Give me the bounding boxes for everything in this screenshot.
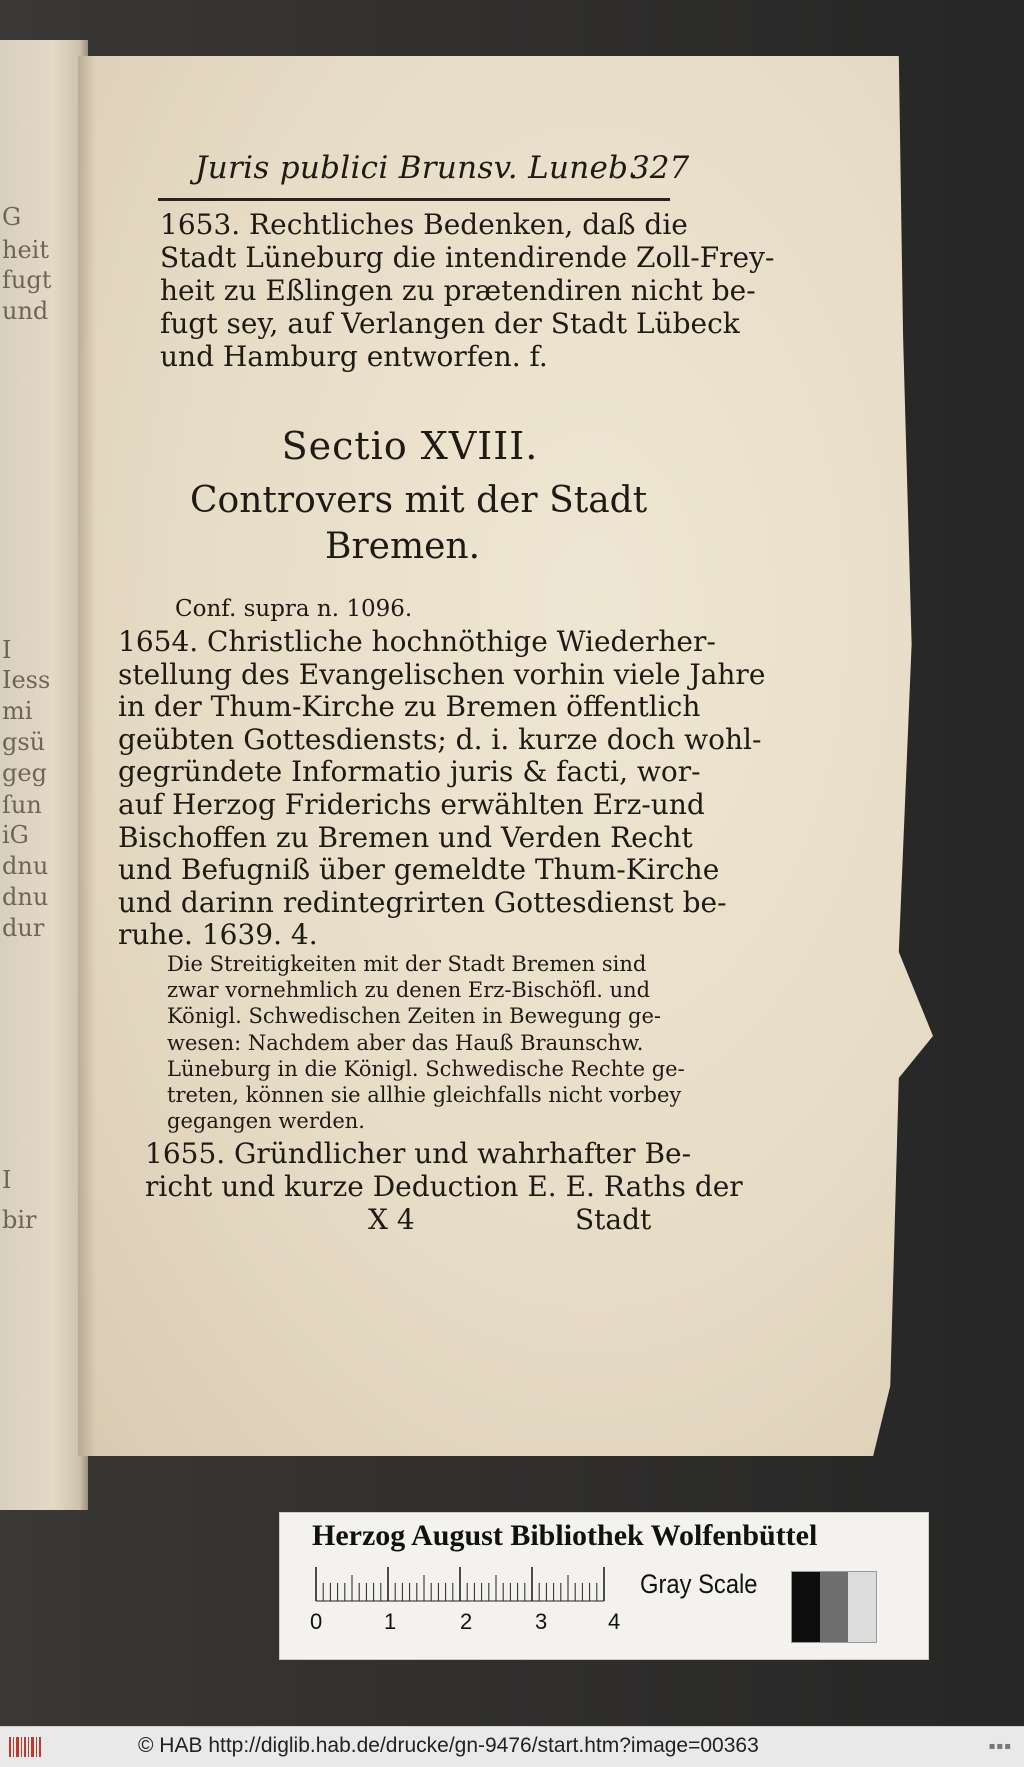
facing-page-fragment: iG <box>2 821 29 849</box>
entry-1655 <box>145 1137 743 1203</box>
facing-page-fragment: geg <box>2 759 47 787</box>
text-line: Die Streitigkeiten mit der Stadt Bremen sind <box>167 952 647 976</box>
facing-page-fragment: dnu <box>2 852 49 880</box>
text-line: gegangen werden. <box>167 1109 365 1134</box>
facing-page-fragment: bir <box>2 1206 37 1234</box>
section-title: Bremen. <box>325 526 481 567</box>
facing-page-fragment: fugt <box>2 266 52 294</box>
cross-reference: Conf. supra n. 1096. <box>175 596 413 622</box>
ruler-number: 2 <box>460 1609 473 1634</box>
calibration-card <box>279 1512 929 1660</box>
gray-swatch-light <box>848 1572 876 1642</box>
ruler-number: 0 <box>310 1609 323 1634</box>
hab-barcode-logo-icon <box>8 1734 44 1760</box>
text-line: und Befugniß über gemeldte Thum-Kirche <box>118 853 720 887</box>
gray-swatch-black <box>792 1572 820 1642</box>
facing-page-fragment: Iess <box>2 666 51 694</box>
head-rule <box>158 198 670 201</box>
text-line: ruhe. 1639. 4. <box>118 918 318 952</box>
ruler-number: 3 <box>535 1609 548 1634</box>
text-line: Lüneburg in die Königl. Schwedische Rechte ge- <box>167 1056 685 1081</box>
library-name: Herzog August Bibliothek Wolfenbüttel <box>312 1519 818 1552</box>
text-line: und Hamburg entworfen. f. <box>160 340 548 373</box>
text-line: treten, können sie allhie gleichfalls nicht vorbey <box>167 1083 682 1108</box>
text-line: Stadt Lüneburg die intendirende Zoll-Frey- <box>160 241 775 274</box>
text-line: zwar vornehmlich zu denen Erz-Bischöfl. und <box>167 978 651 1003</box>
signature-mark: X 4 <box>368 1203 415 1236</box>
text-line: Bischoffen zu Bremen und Verden Recht <box>118 820 693 854</box>
text-line: auf Herzog Friderichs erwählten Erz-und <box>118 787 705 821</box>
facing-page-edge <box>0 40 88 1510</box>
entry-1654 <box>118 626 765 952</box>
grayscale-patch <box>791 1571 877 1643</box>
facing-page-fragment: mi <box>2 697 33 725</box>
catchword: Stadt <box>575 1203 652 1236</box>
text-line: gegründete Informatio juris & facti, wor- <box>118 755 701 789</box>
page-number: 327 <box>630 150 690 186</box>
entry-1653 <box>160 208 774 373</box>
text-line: richt und kurze Deduction E. E. Raths der <box>145 1170 743 1203</box>
text-line: in der Thum-Kirche zu Bremen öffentlich <box>118 690 701 724</box>
facing-page-fragment: und <box>2 297 49 325</box>
text-line: 1653. Rechtliches Bedenken, daß die <box>160 208 688 241</box>
gray-swatch-mid <box>820 1572 848 1642</box>
text-line: fugt sey, auf Verlangen der Stadt Lübeck <box>160 307 740 340</box>
copyright-url: © HAB http://diglib.hab.de/drucke/gn-9476/start.htm?image=00363 <box>138 1734 759 1757</box>
ruler-number: 4 <box>608 1609 621 1634</box>
ruler-number: 1 <box>384 1609 397 1634</box>
facing-page-fragment: dur <box>2 914 45 942</box>
status-bar <box>0 1726 1024 1767</box>
section-title: Controvers mit der Stadt <box>190 480 648 521</box>
section-heading: Sectio XVIII. <box>281 424 539 468</box>
text-line: stellung des Evangelischen vorhin viele Jahre <box>118 657 766 691</box>
facing-page-fragment: ſun <box>2 791 42 819</box>
facing-page-fragment: I <box>2 1166 12 1194</box>
text-line: 1655. Gründlicher und wahrhafter Be- <box>145 1137 692 1170</box>
running-head: Juris publici Brunsv. Luneb. <box>195 150 639 186</box>
facing-page-fragment: dnu <box>2 883 49 911</box>
ruler-scale <box>314 1563 604 1623</box>
annotation-note <box>167 951 685 1134</box>
text-line: Königl. Schwedischen Zeiten in Bewegung ge- <box>167 1004 662 1029</box>
facing-page-fragment: heit <box>2 236 49 264</box>
text-line: heit zu Eßlingen zu prætendiren nicht be- <box>160 274 756 307</box>
facing-page-fragment: gsü <box>2 728 46 756</box>
text-line: wesen: Nachdem aber das Hauß Braunschw. <box>167 1030 644 1055</box>
text-line: 1654. Christliche hochnöthige Wiederher- <box>118 625 716 658</box>
text-line: und darinn redintegrirten Gottesdienst be- <box>118 885 727 919</box>
page-gutter-shadow <box>78 56 96 1456</box>
facing-page-fragment: I <box>2 636 12 664</box>
grayscale-label: Gray Scale <box>640 1569 758 1599</box>
footer-dots: ▪▪▪ <box>988 1741 1012 1752</box>
facing-page-fragment: G <box>2 203 22 231</box>
text-line: geübten Gottesdiensts; d. i. kurze doch wohl- <box>118 722 762 756</box>
